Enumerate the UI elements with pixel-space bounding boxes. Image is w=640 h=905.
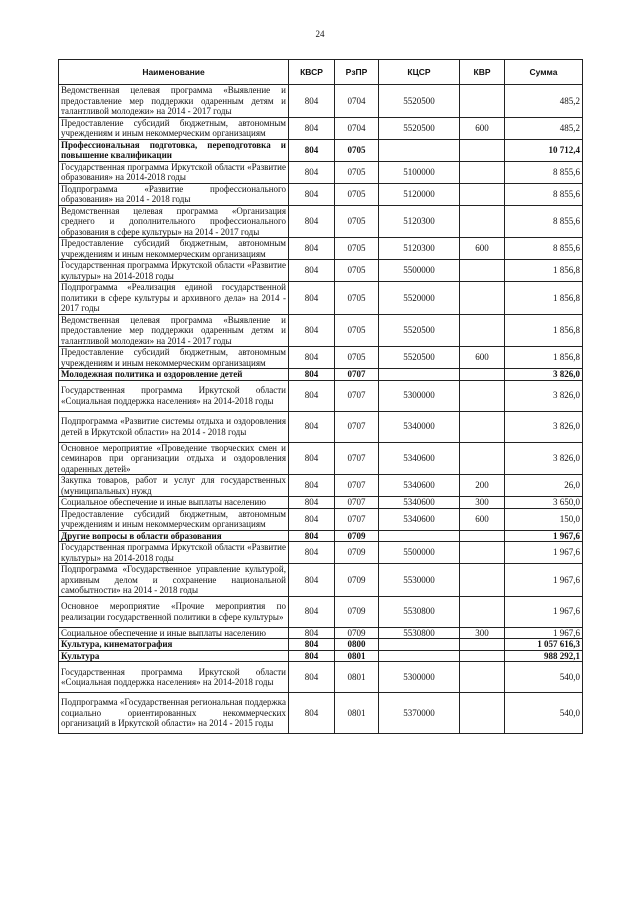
cell-kvsr: 804 xyxy=(289,238,335,260)
cell-kvr xyxy=(460,139,505,161)
cell-sum: 3 826,0 xyxy=(505,442,583,475)
cell-kvsr: 804 xyxy=(289,161,335,183)
cell-kvsr: 804 xyxy=(289,369,335,381)
cell-name: Культура xyxy=(59,650,289,662)
cell-kcsr: 5120300 xyxy=(379,238,460,260)
cell-kvr xyxy=(460,564,505,597)
cell-sum: 485,2 xyxy=(505,85,583,118)
cell-kvr xyxy=(460,662,505,693)
header-sum: Сумма xyxy=(505,60,583,85)
cell-sum: 1 967,6 xyxy=(505,564,583,597)
cell-kvr xyxy=(460,260,505,282)
cell-kvr xyxy=(460,650,505,662)
cell-kvr xyxy=(460,596,505,627)
cell-name: Подпрограмма «Реализация единой государственной политики в сфере культуры и архивного дела» на 2014 - 2017 годы xyxy=(59,282,289,315)
table-row xyxy=(59,314,583,347)
table-body xyxy=(59,85,583,734)
cell-rzpr: 0705 xyxy=(335,161,379,183)
cell-kvr: 600 xyxy=(460,508,505,530)
cell-kvsr: 804 xyxy=(289,282,335,315)
cell-name: Ведомственная целевая программа «Выявление и предоставление мер поддержки одаренным детям и талантливой молодежи» на 2014 - 2017 годы xyxy=(59,85,289,118)
table-row xyxy=(59,693,583,734)
table-row xyxy=(59,508,583,530)
cell-kcsr: 5100000 xyxy=(379,161,460,183)
cell-kvsr: 804 xyxy=(289,117,335,139)
table-row xyxy=(59,475,583,497)
cell-name: Государственная программа Иркутской области «Социальная поддержка населения» на 2014-2018 годы xyxy=(59,662,289,693)
table-row xyxy=(59,347,583,369)
page-number: 24 xyxy=(315,29,325,39)
cell-rzpr: 0801 xyxy=(335,662,379,693)
cell-kvsr: 804 xyxy=(289,442,335,475)
cell-sum: 8 855,6 xyxy=(505,205,583,238)
cell-sum: 1 856,8 xyxy=(505,314,583,347)
cell-name: Подпрограмма «Развитие профессионального образования» на 2014 - 2018 годы xyxy=(59,183,289,205)
cell-kvsr: 804 xyxy=(289,650,335,662)
cell-name: Предоставление субсидий бюджетным, автономным учреждениям и иным некоммерческим организациям xyxy=(59,347,289,369)
cell-sum: 3 826,0 xyxy=(505,380,583,411)
cell-kcsr: 5500000 xyxy=(379,260,460,282)
cell-sum: 1 856,8 xyxy=(505,347,583,369)
table-row xyxy=(59,161,583,183)
cell-name: Профессиональная подготовка, переподготовка и повышение квалификации xyxy=(59,139,289,161)
cell-rzpr: 0707 xyxy=(335,411,379,442)
cell-kcsr: 5120000 xyxy=(379,183,460,205)
cell-kvr xyxy=(460,693,505,734)
cell-rzpr: 0705 xyxy=(335,238,379,260)
cell-sum: 3 826,0 xyxy=(505,369,583,381)
cell-rzpr: 0801 xyxy=(335,650,379,662)
cell-name: Ведомственная целевая программа «Выявление и предоставление мер поддержки одаренным детям и талантливой молодежи» на 2014 - 2017 годы xyxy=(59,314,289,347)
table-row xyxy=(59,238,583,260)
cell-kvr xyxy=(460,530,505,542)
cell-kvsr: 804 xyxy=(289,693,335,734)
cell-kcsr: 5500000 xyxy=(379,542,460,564)
cell-kcsr: 5340600 xyxy=(379,442,460,475)
cell-name: Социальное обеспечение и иные выплаты населению xyxy=(59,627,289,639)
cell-rzpr: 0709 xyxy=(335,627,379,639)
cell-kcsr xyxy=(379,530,460,542)
cell-sum: 3 650,0 xyxy=(505,497,583,509)
header-kvr: КВР xyxy=(460,60,505,85)
table-row xyxy=(59,650,583,662)
cell-name: Подпрограмма «Государственное управление культурой, архивным делом и сохранение национальной самобытности» на 2014 - 2018 годы xyxy=(59,564,289,597)
cell-name: Предоставление субсидий бюджетным, автономным учреждениям и иным некоммерческим организациям xyxy=(59,117,289,139)
cell-sum: 540,0 xyxy=(505,662,583,693)
cell-rzpr: 0801 xyxy=(335,693,379,734)
cell-name: Основное мероприятие «Проведение творческих смен и семинаров при организации отдыха и оздоровления одаренных детей» xyxy=(59,442,289,475)
cell-kvsr: 804 xyxy=(289,260,335,282)
table-header-row xyxy=(59,60,583,85)
cell-kvsr: 804 xyxy=(289,380,335,411)
cell-kvsr: 804 xyxy=(289,662,335,693)
cell-sum: 3 826,0 xyxy=(505,411,583,442)
cell-kcsr: 5520000 xyxy=(379,282,460,315)
cell-kvr: 200 xyxy=(460,475,505,497)
cell-sum: 8 855,6 xyxy=(505,238,583,260)
cell-rzpr: 0704 xyxy=(335,85,379,118)
cell-kvsr: 804 xyxy=(289,85,335,118)
cell-kvr xyxy=(460,85,505,118)
cell-kvsr: 804 xyxy=(289,564,335,597)
cell-kvsr: 804 xyxy=(289,314,335,347)
cell-rzpr: 0709 xyxy=(335,564,379,597)
cell-kcsr: 5530800 xyxy=(379,627,460,639)
cell-rzpr: 0707 xyxy=(335,380,379,411)
cell-name: Государственная программа Иркутской области «Развитие образования» на 2014-2018 годы xyxy=(59,161,289,183)
cell-kvsr: 804 xyxy=(289,508,335,530)
cell-kvsr: 804 xyxy=(289,347,335,369)
cell-kvr: 600 xyxy=(460,238,505,260)
cell-kvr xyxy=(460,205,505,238)
cell-name: Предоставление субсидий бюджетным, автономным учреждениям и иным некоммерческим организациям xyxy=(59,508,289,530)
cell-kvr xyxy=(460,380,505,411)
cell-kcsr: 5520500 xyxy=(379,347,460,369)
cell-rzpr: 0800 xyxy=(335,639,379,651)
cell-sum: 1 967,6 xyxy=(505,530,583,542)
table-row xyxy=(59,380,583,411)
cell-sum: 1 856,8 xyxy=(505,260,583,282)
cell-sum: 10 712,4 xyxy=(505,139,583,161)
cell-kvsr: 804 xyxy=(289,205,335,238)
cell-kvsr: 804 xyxy=(289,497,335,509)
cell-rzpr: 0705 xyxy=(335,139,379,161)
table-row xyxy=(59,139,583,161)
cell-sum: 150,0 xyxy=(505,508,583,530)
cell-sum: 988 292,1 xyxy=(505,650,583,662)
table-row xyxy=(59,564,583,597)
cell-kcsr: 5520500 xyxy=(379,117,460,139)
table-row xyxy=(59,662,583,693)
cell-kcsr: 5340600 xyxy=(379,508,460,530)
cell-name: Другие вопросы в области образования xyxy=(59,530,289,542)
cell-sum: 8 855,6 xyxy=(505,183,583,205)
cell-rzpr: 0707 xyxy=(335,508,379,530)
cell-name: Государственная программа Иркутской области «Развитие культуры» на 2014-2018 годы xyxy=(59,542,289,564)
cell-name: Закупка товаров, работ и услуг для государственных (муниципальных) нужд xyxy=(59,475,289,497)
cell-rzpr: 0707 xyxy=(335,497,379,509)
cell-kvr: 600 xyxy=(460,117,505,139)
cell-kcsr xyxy=(379,369,460,381)
cell-kcsr: 5520500 xyxy=(379,314,460,347)
cell-kcsr: 5530000 xyxy=(379,564,460,597)
table-row xyxy=(59,542,583,564)
cell-kcsr xyxy=(379,639,460,651)
header-name: Наименование xyxy=(59,60,289,85)
cell-sum: 540,0 xyxy=(505,693,583,734)
table-row xyxy=(59,411,583,442)
cell-rzpr: 0705 xyxy=(335,205,379,238)
cell-kvsr: 804 xyxy=(289,475,335,497)
table-row xyxy=(59,627,583,639)
cell-kcsr: 5340000 xyxy=(379,411,460,442)
cell-kvsr: 804 xyxy=(289,596,335,627)
cell-name: Подпрограмма «Государственная региональная поддержка социально ориентированных некоммерческих организаций в Иркутской области» на 2014 - 2015 годы xyxy=(59,693,289,734)
cell-kvsr: 804 xyxy=(289,530,335,542)
cell-kvsr: 804 xyxy=(289,183,335,205)
budget-table xyxy=(58,59,583,734)
table-row xyxy=(59,639,583,651)
cell-kvr: 600 xyxy=(460,347,505,369)
cell-kvsr: 804 xyxy=(289,411,335,442)
table-row xyxy=(59,117,583,139)
cell-kvr xyxy=(460,183,505,205)
cell-kvr xyxy=(460,542,505,564)
cell-rzpr: 0709 xyxy=(335,596,379,627)
cell-name: Молодежная политика и оздоровление детей xyxy=(59,369,289,381)
cell-name: Социальное обеспечение и иные выплаты населению xyxy=(59,497,289,509)
cell-name: Государственная программа Иркутской области «Социальная поддержка населения» на 2014-2018 годы xyxy=(59,380,289,411)
cell-sum: 1 967,6 xyxy=(505,542,583,564)
cell-sum: 1 967,6 xyxy=(505,627,583,639)
cell-name: Основное мероприятие «Прочие мероприятия по реализации государственной политики в сфере культуры» xyxy=(59,596,289,627)
cell-kvsr: 804 xyxy=(289,139,335,161)
cell-sum: 1 967,6 xyxy=(505,596,583,627)
table-row xyxy=(59,497,583,509)
cell-sum: 1 856,8 xyxy=(505,282,583,315)
cell-name: Подпрограмма «Развитие системы отдыха и оздоровления детей в Иркутской области» на 2014 - 2018 годы xyxy=(59,411,289,442)
cell-kcsr xyxy=(379,650,460,662)
cell-name: Культура, кинематография xyxy=(59,639,289,651)
cell-sum: 485,2 xyxy=(505,117,583,139)
table-row xyxy=(59,369,583,381)
table-row xyxy=(59,282,583,315)
table-row xyxy=(59,85,583,118)
cell-rzpr: 0707 xyxy=(335,442,379,475)
cell-kcsr: 5520500 xyxy=(379,85,460,118)
cell-rzpr: 0709 xyxy=(335,542,379,564)
table-row xyxy=(59,596,583,627)
cell-name: Ведомственная целевая программа «Организация среднего и дополнительного профессионального образования в сфере культуры» на 2014 - 2017 годы xyxy=(59,205,289,238)
header-kvsr: КВСР xyxy=(289,60,335,85)
cell-sum: 1 057 616,3 xyxy=(505,639,583,651)
cell-kvsr: 804 xyxy=(289,627,335,639)
cell-rzpr: 0707 xyxy=(335,475,379,497)
table-row xyxy=(59,442,583,475)
cell-rzpr: 0705 xyxy=(335,314,379,347)
header-rzpr: РзПР xyxy=(335,60,379,85)
table-row xyxy=(59,530,583,542)
cell-rzpr: 0707 xyxy=(335,369,379,381)
cell-kcsr: 5300000 xyxy=(379,380,460,411)
cell-kvr xyxy=(460,411,505,442)
cell-rzpr: 0705 xyxy=(335,347,379,369)
cell-kcsr: 5530800 xyxy=(379,596,460,627)
cell-kcsr: 5340600 xyxy=(379,497,460,509)
cell-kvr xyxy=(460,314,505,347)
cell-kvr: 300 xyxy=(460,497,505,509)
cell-kvr xyxy=(460,369,505,381)
cell-kvr: 300 xyxy=(460,627,505,639)
cell-kvsr: 804 xyxy=(289,639,335,651)
cell-rzpr: 0705 xyxy=(335,260,379,282)
cell-sum: 8 855,6 xyxy=(505,161,583,183)
table-row xyxy=(59,205,583,238)
cell-kvsr: 804 xyxy=(289,542,335,564)
cell-rzpr: 0705 xyxy=(335,183,379,205)
cell-rzpr: 0709 xyxy=(335,530,379,542)
cell-kcsr: 5340600 xyxy=(379,475,460,497)
cell-kcsr: 5120300 xyxy=(379,205,460,238)
cell-kvr xyxy=(460,639,505,651)
cell-sum: 26,0 xyxy=(505,475,583,497)
cell-kvr xyxy=(460,161,505,183)
cell-kcsr: 5300000 xyxy=(379,662,460,693)
cell-kcsr: 5370000 xyxy=(379,693,460,734)
header-kcsr: КЦСР xyxy=(379,60,460,85)
cell-name: Предоставление субсидий бюджетным, автономным учреждениям и иным некоммерческим организациям xyxy=(59,238,289,260)
cell-rzpr: 0704 xyxy=(335,117,379,139)
cell-kcsr xyxy=(379,139,460,161)
cell-name: Государственная программа Иркутской области «Развитие культуры» на 2014-2018 годы xyxy=(59,260,289,282)
table-row xyxy=(59,260,583,282)
cell-kvr xyxy=(460,442,505,475)
cell-kvr xyxy=(460,282,505,315)
table-row xyxy=(59,183,583,205)
cell-rzpr: 0705 xyxy=(335,282,379,315)
